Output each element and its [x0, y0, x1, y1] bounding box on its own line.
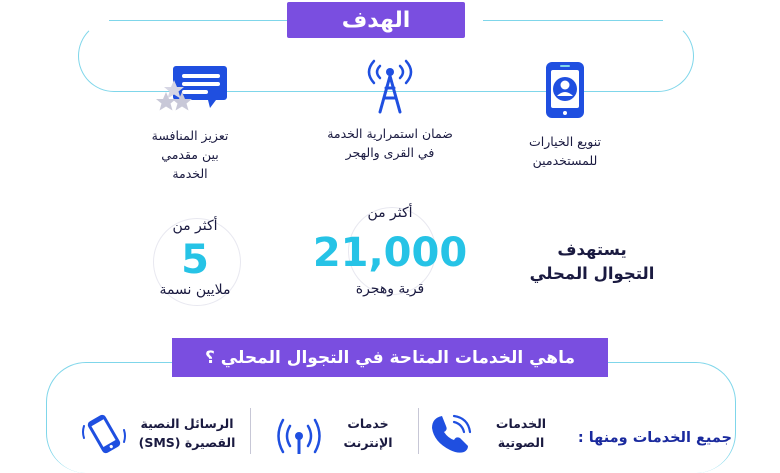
- phone-handset-icon: [428, 414, 472, 460]
- sms-phone-icon: [80, 412, 128, 460]
- service-label-line: القصيرة (SMS): [138, 435, 236, 450]
- signal-antenna-icon: [274, 416, 324, 460]
- population-suffix: ملايين نسمة: [159, 282, 231, 298]
- cell-tower-icon: [360, 56, 420, 118]
- chat-stars-icon: [152, 62, 228, 118]
- service-label-line: الرسائل النصية: [140, 416, 234, 431]
- target-line: يستهدف: [557, 240, 627, 259]
- all-services-label: جميع الخدمات ومنها :: [577, 430, 732, 446]
- villages-stat: [300, 205, 480, 305]
- target-line: التجوال المحلي: [529, 264, 655, 283]
- goal-title: الهدف: [287, 2, 465, 38]
- service-label-line: الإنترنت: [343, 435, 393, 450]
- goal-text-line: في القرى والهجر: [345, 145, 435, 160]
- goal-text-line: بين مقدمي: [161, 147, 219, 162]
- goal-service-continuity: [305, 52, 475, 182]
- population-number: 5: [181, 237, 209, 283]
- goal-text-line: تعزيز المنافسة: [151, 128, 229, 143]
- goal-text-line: للمستخدمين: [532, 153, 598, 168]
- villages-suffix: قرية وهجرة: [355, 281, 425, 297]
- goal-diversify-options: [500, 56, 630, 186]
- service-sms: [76, 410, 246, 460]
- villages-number: 21,000: [312, 230, 468, 276]
- goal-text-line: ضمان استمرارية الخدمة: [327, 126, 453, 141]
- target-label: [512, 238, 672, 286]
- service-internet: [268, 410, 408, 460]
- goal-text-line: الخدمة: [172, 166, 208, 181]
- service-label-line: الصوتية: [497, 435, 545, 450]
- services-question: ماهي الخدمات المتاحة في التجوال المحلي ؟: [172, 338, 608, 377]
- goal-text-line: تنويع الخيارات: [528, 134, 602, 149]
- service-voice: [424, 410, 556, 460]
- service-label-line: خدمات: [347, 416, 389, 431]
- service-divider: [418, 408, 419, 454]
- population-prefix: أكثر من: [172, 218, 218, 234]
- population-stat: [130, 218, 260, 308]
- service-label-line: الخدمات: [495, 416, 547, 431]
- villages-prefix: أكثر من: [367, 205, 413, 221]
- service-divider: [250, 408, 251, 454]
- goal-competition: [120, 58, 260, 188]
- smartphone-user-icon: [544, 60, 586, 124]
